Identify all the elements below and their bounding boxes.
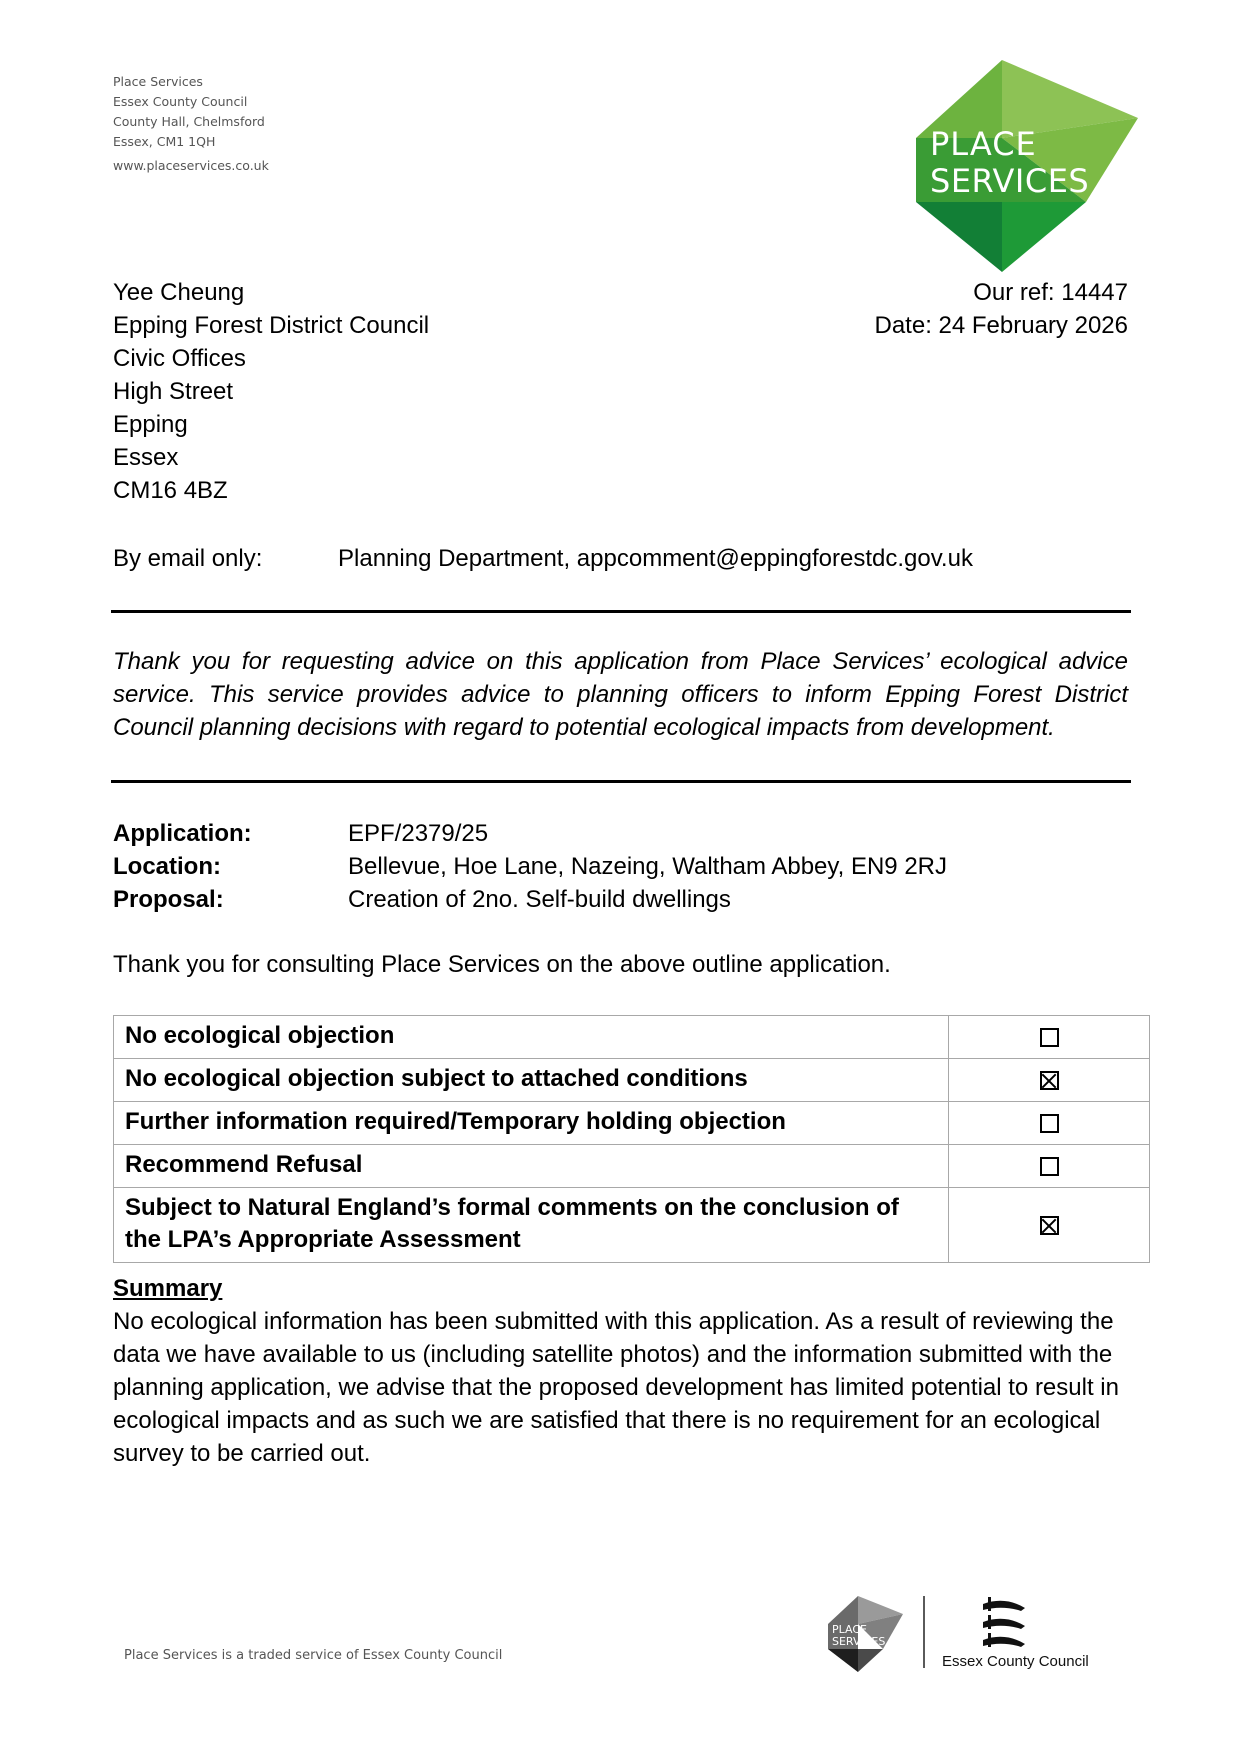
- recommendation-row: [114, 1145, 1150, 1188]
- recommendation-row: [114, 1016, 1150, 1059]
- recommendation-label: No ecological objection subject to attached conditions: [114, 1059, 949, 1102]
- email-line: [113, 542, 973, 575]
- logo-text-services: SERVICES: [930, 162, 1090, 200]
- proposal-row: [113, 883, 947, 916]
- footer-logos: [828, 1594, 1113, 1674]
- application-label: Application:: [113, 820, 252, 847]
- our-reference: Our ref: 14447: [973, 279, 1128, 306]
- location-value: Bellevue, Hoe Lane, Nazeing, Waltham Abbey, EN9 2RJ: [348, 853, 947, 880]
- place-services-logo: [916, 60, 1148, 272]
- divider: [111, 610, 1131, 613]
- unchecked-box-icon[interactable]: [1040, 1157, 1059, 1176]
- summary-text: No ecological information has been submitted with this application. As a result of reviewing the data we have available to us (including satellite photos) and the information submitted with the planning application, we advise that the proposed development has limited potential to result in ecological impacts and as such we are satisfied that there is no requirement for an ecological survey to be carried out.: [113, 1308, 1119, 1467]
- summary-heading: Summary: [113, 1275, 223, 1302]
- recipient-line: Epping Forest District Council: [113, 312, 430, 339]
- sender-line: County Hall, Chelmsford: [113, 114, 265, 129]
- divider: [111, 780, 1131, 783]
- footer-logo-text-place: PLACE: [832, 1623, 867, 1636]
- recommendation-label: Subject to Natural England’s formal comments on the conclusion of the LPA’s Appropriate Assessment: [114, 1188, 949, 1263]
- letter-date: Date: 24 February 2026: [874, 312, 1128, 339]
- recipient-line: Essex: [113, 444, 179, 471]
- unchecked-box-icon[interactable]: [1040, 1028, 1059, 1047]
- recommendation-label: No ecological objection: [114, 1016, 949, 1059]
- footer-text: Place Services is a traded service of Essex County Council: [124, 1648, 503, 1663]
- sender-website[interactable]: www.placeservices.co.uk: [113, 158, 269, 173]
- reference-block: [875, 276, 1129, 342]
- sender-address: [113, 72, 269, 176]
- recommendation-check-cell: [949, 1016, 1150, 1059]
- recommendation-check-cell: [949, 1102, 1150, 1145]
- recipient-postcode: CM16 4BZ: [113, 477, 228, 504]
- application-value: EPF/2379/25: [348, 820, 489, 847]
- location-label: Location:: [113, 853, 221, 880]
- sender-line: Essex, CM1 1QH: [113, 134, 216, 149]
- sender-line: Essex County Council: [113, 94, 248, 109]
- recipient-line: Civic Offices: [113, 345, 246, 372]
- proposal-value: Creation of 2no. Self-build dwellings: [348, 886, 731, 913]
- essex-county-council-name: Essex County Council: [942, 1653, 1089, 1670]
- sender-line: Place Services: [113, 74, 203, 89]
- recommendation-row: [114, 1188, 1150, 1263]
- recipient-line: High Street: [113, 378, 234, 405]
- unchecked-box-icon[interactable]: [1040, 1114, 1059, 1133]
- email-label: By email only:: [113, 545, 263, 572]
- location-row: [113, 850, 947, 883]
- proposal-label: Proposal:: [113, 886, 224, 913]
- recommendation-label: Recommend Refusal: [114, 1145, 949, 1188]
- checked-box-icon[interactable]: [1040, 1071, 1059, 1090]
- thanks-line: Thank you for consulting Place Services on the above outline application.: [113, 951, 891, 978]
- recipient-line: Epping: [113, 411, 188, 438]
- application-row: [113, 817, 947, 850]
- email-recipient[interactable]: Planning Department, appcomment@eppingforestdc.gov.uk: [338, 545, 973, 572]
- essex-seaxes-icon: [983, 1597, 1025, 1647]
- recommendation-check-cell: [949, 1145, 1150, 1188]
- recommendation-row: [114, 1102, 1150, 1145]
- logo-facet-bottom-right: [1002, 202, 1086, 272]
- logo-facet-bottom-left: [916, 202, 1002, 272]
- recommendation-table: [113, 1015, 1150, 1263]
- application-details: [113, 817, 947, 916]
- recommendation-check-cell: [949, 1059, 1150, 1102]
- footer-logo-text-services: SERVICES: [832, 1635, 886, 1648]
- intro-paragraph: Thank you for requesting advice on this application from Place Services’ ecological advice service. This service provides advice to planning officers to inform Epping Forest District Council planning decisions with regard to potential ecological impacts from development.: [113, 648, 1128, 741]
- recommendation-check-cell: [949, 1188, 1150, 1263]
- recipient-address: [113, 276, 429, 507]
- logo-text-place: PLACE: [930, 125, 1037, 163]
- recommendation-row: [114, 1059, 1150, 1102]
- checked-box-icon[interactable]: [1040, 1216, 1059, 1235]
- recommendation-label: Further information required/Temporary holding objection: [114, 1102, 949, 1145]
- recipient-name: Yee Cheung: [113, 279, 245, 306]
- place-services-logo-grey: [828, 1596, 903, 1672]
